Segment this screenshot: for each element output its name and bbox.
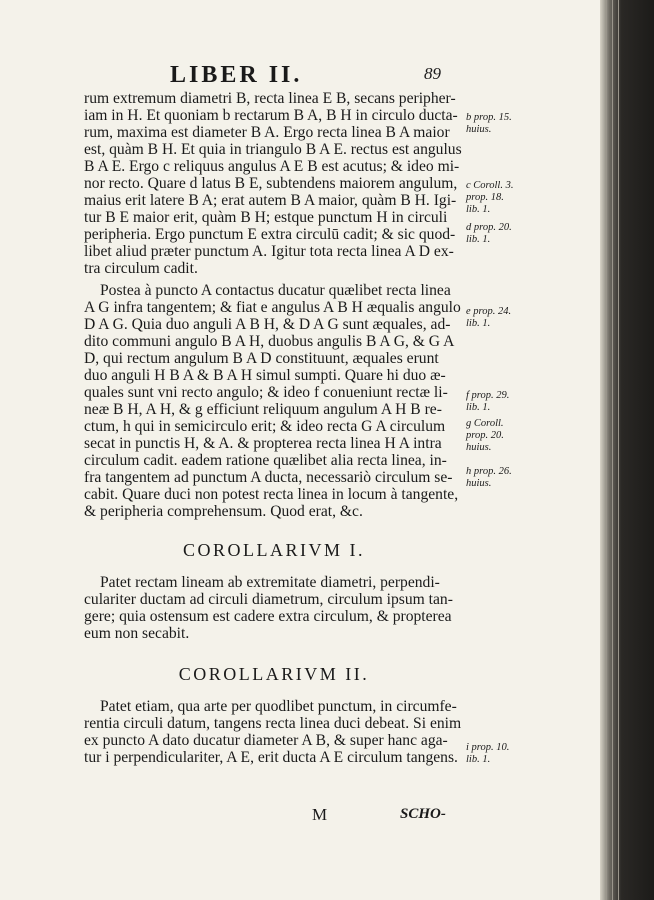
- text-line: rum, maxima est diameter B A. Ergo recta linea B A maior: [84, 124, 450, 141]
- signature-mark: M: [312, 805, 328, 824]
- note-line: c Coroll. 3.: [466, 180, 514, 191]
- text-line: & peripheria comprehensum. Quod erat, &c.: [84, 503, 363, 520]
- text-line: circulum cadit. eadem ratione quælibet alia recta linea, in-: [84, 452, 447, 469]
- book-gutter: [600, 0, 654, 900]
- note-line: lib. 1.: [466, 204, 491, 215]
- text-line: duo anguli H B A & B A H simul sumpti. Quare hi duo æ-: [84, 367, 446, 384]
- gutter-edge-line: [606, 0, 607, 900]
- note-line: lib. 1.: [466, 754, 491, 765]
- text-line: quales sunt vni recto angulo; & ideo f conueniunt rectæ li-: [84, 384, 448, 401]
- paragraph-2: [84, 282, 464, 520]
- note-line: f prop. 29.: [466, 390, 510, 401]
- note-line: e prop. 24.: [466, 306, 512, 317]
- note-line: huius.: [466, 478, 492, 489]
- text-line: libet aliud præter punctum A. Igitur tota recta linea A D ex-: [84, 243, 454, 260]
- text-line: ctum, h qui in semicirculo erit; & ideo recta G A circulum: [84, 418, 446, 435]
- text-line: iam in H. Et quoniam b rectarum B A, B H in circulo ducta-: [84, 107, 458, 124]
- text-line: peripheria. Ergo punctum E extra circulū cadit; & sic quod-: [84, 226, 456, 243]
- note-line: h prop. 26.: [466, 466, 512, 477]
- gutter-edge-line: [612, 0, 613, 900]
- note-line: lib. 1.: [466, 234, 491, 245]
- note-line: lib. 1.: [466, 402, 491, 413]
- catchword: SCHO-: [400, 806, 446, 822]
- text-line: tur i perpendiculariter, A E, erit ducta A E circulum tangens.: [84, 749, 458, 766]
- note-line: prop. 18.: [466, 192, 504, 203]
- running-title: LIBER II.: [170, 62, 303, 88]
- note-line: huius.: [466, 442, 492, 453]
- text-line: gere; quia ostensum est cadere extra circulum, & propterea: [84, 608, 452, 625]
- margin-note-d: [466, 222, 512, 246]
- text-line: fra tangentem ad punctum A ducta, necessariò circulum se-: [84, 469, 453, 486]
- text-line: dito communi angulo B A H, duobus angulis B A G, & G A: [84, 333, 455, 350]
- paragraph-1: [84, 90, 464, 277]
- note-line: lib. 1.: [466, 318, 491, 329]
- margin-note-f: [466, 390, 509, 414]
- gutter-edge-line: [618, 0, 619, 900]
- text-line: tur B E maior erit, quàm B H; estque punctum H in circuli: [84, 209, 448, 226]
- text-line: rum extremum diametri B, recta linea E B, secans peripher-: [84, 90, 456, 107]
- corollary-2-heading: COROLLARIVM II.: [178, 664, 370, 684]
- page-header: [130, 62, 441, 88]
- margin-note-c: [466, 180, 513, 216]
- text-line: tra circulum cadit.: [84, 260, 198, 277]
- text-line: eum non secabit.: [84, 625, 190, 642]
- page-number: 89: [424, 64, 441, 83]
- text-line: nor recto. Quare d latus B E, subtendens maiorem angulum,: [84, 175, 458, 192]
- text-line: Patet rectam lineam ab extremitate diametri, perpendi-: [100, 574, 440, 591]
- margin-note-g: [466, 418, 504, 454]
- margin-note-b: [466, 112, 512, 136]
- note-line: huius.: [466, 124, 492, 135]
- corollary-1-text: [84, 574, 464, 642]
- note-line: i prop. 10.: [466, 742, 510, 753]
- text-line: Postea à puncto A contactus ducatur quælibet recta linea: [100, 282, 451, 299]
- corollary-2-text: [84, 698, 464, 766]
- margin-note-i: [466, 742, 509, 766]
- text-line: Patet etiam, qua arte per quodlibet punctum, in circumfe-: [100, 698, 457, 715]
- text-line: A G infra tangentem; & fiat e angulus A B H æqualis angulo: [84, 299, 461, 316]
- note-line: g Coroll.: [466, 418, 504, 429]
- text-line: secat in punctis H, & A. & propterea recta linea H A intra: [84, 435, 442, 452]
- text-line: neæ B H, A H, & g efficiunt reliquum angulum A H B re-: [84, 401, 442, 418]
- text-line: D, qui rectum angulum B A D constituunt, æquales erunt: [84, 350, 439, 367]
- note-line: prop. 20.: [466, 430, 504, 441]
- text-line: B A E. Ergo c reliquus angulus A E B est acutus; & ideo mi-: [84, 158, 460, 175]
- text-line: culariter ductam ad circuli diametrum, circulum ipsum tan-: [84, 591, 453, 608]
- text-line: rentia circuli datum, tangens recta linea duci debeat. Si enim: [84, 715, 462, 732]
- text-line: D A G. Quia duo anguli A B H, & D A G sunt æquales, ad-: [84, 316, 451, 333]
- corollary-1-heading: COROLLARIVM I.: [183, 540, 365, 560]
- margin-note-e: [466, 306, 511, 330]
- note-line: d prop. 20.: [466, 222, 512, 233]
- margin-note-h: [466, 466, 512, 490]
- text-line: ex puncto A dato ducatur diameter A B, & super hanc aga-: [84, 732, 448, 749]
- text-line: cabit. Quare duci non potest recta linea in locum à tangente,: [84, 486, 459, 503]
- note-line: b prop. 15.: [466, 112, 512, 123]
- text-line: est, quàm B H. Et quia in triangulo B A E. rectus est angulus: [84, 141, 462, 158]
- text-line: maius erit latere B A; erat autem B A maior, quàm B H. Igi-: [84, 192, 457, 209]
